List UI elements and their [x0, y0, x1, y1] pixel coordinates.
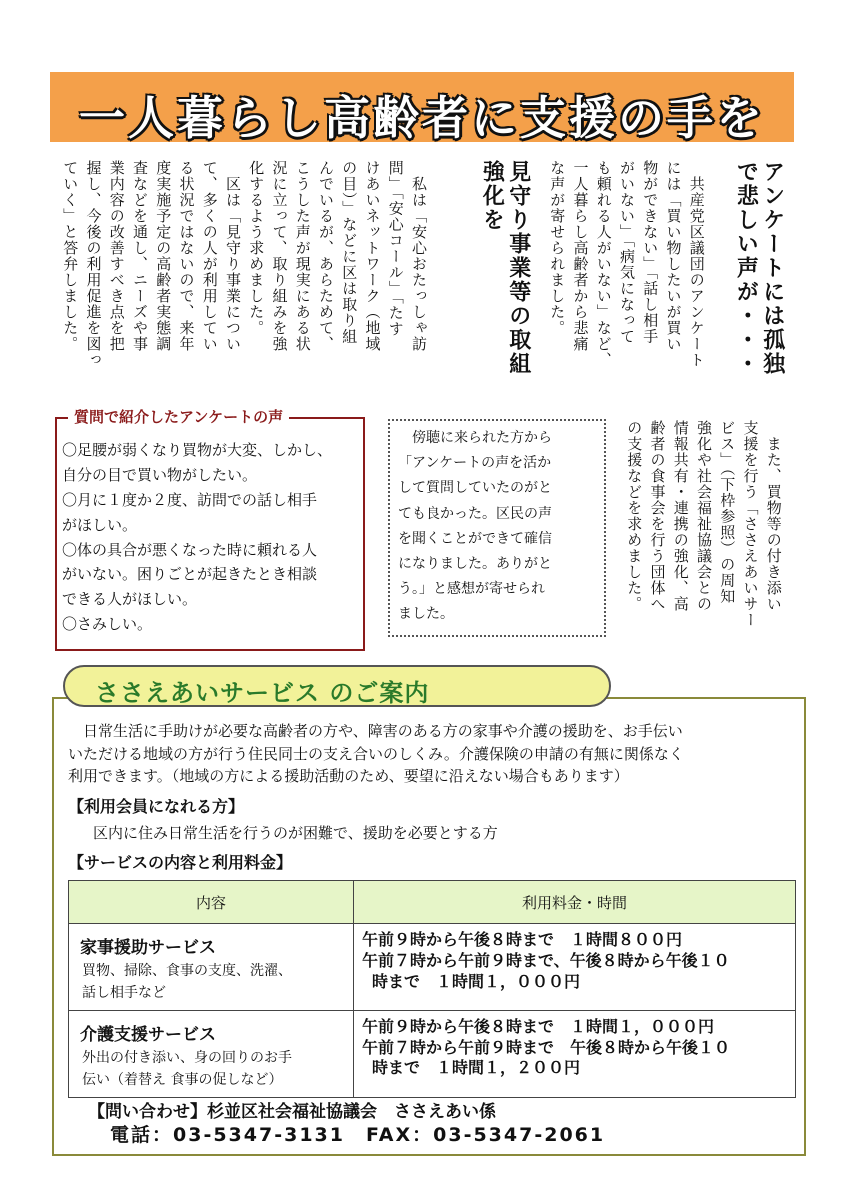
column-line: けあいネットワーク（地域: [363, 160, 382, 352]
quote-item: 自分の目で買い物がしたい。: [62, 465, 258, 484]
intro-line: 日常生活に手助けが必要な高齢者の方や、障害のある方の家事や介護の援助を、お手伝い: [68, 722, 683, 740]
feedback-line: して質問していたのがと: [398, 480, 552, 497]
intro-line: いただける地域の方が行う住民同士の支え合いのしくみ。介護保険の申請の有無に関係なく: [68, 744, 684, 763]
service-name: 介護支援サービス: [80, 1024, 216, 1045]
table-header-row: [69, 881, 796, 924]
column-line: また、買物等の付き添い: [764, 420, 783, 612]
quote-item: できる人がほしい。: [62, 590, 198, 609]
column-line: 私は「安心おたっしゃ訪: [410, 160, 428, 352]
quote-item: 〇さみしい。: [62, 615, 153, 634]
column-line: 握し、今後の利用促進を図っ: [84, 160, 103, 368]
column-line: がいない」「病気になって: [618, 160, 636, 345]
column-line: 問」「安心コール」「たす: [386, 160, 405, 337]
service-title-tab: [63, 665, 611, 707]
quote-item: がいない。困りごとが起きたとき相談: [62, 565, 318, 584]
description-line: 話し相手など: [82, 985, 166, 1002]
title-banner: [50, 72, 794, 145]
column-line: な声が寄せられました。: [548, 160, 567, 336]
column-line: こうした声が現実にある状: [293, 160, 312, 352]
service-price-cell: [354, 924, 796, 1011]
quote-item: がほしい。: [62, 515, 138, 534]
column-line: 区は「見守り事業につい: [224, 160, 242, 352]
table-row: [69, 924, 796, 1011]
column-line: 情報共有・連携の強化、高: [671, 420, 690, 612]
price-line: 午前９時から午後８時まで １時間１，０００円: [362, 1016, 715, 1036]
feedback-text: [398, 426, 603, 628]
feedback-line: を聞くことができて確信: [398, 530, 552, 547]
article-column-2: [58, 160, 430, 410]
article-heading-2-line: 見守り事業等の取組: [505, 160, 531, 376]
feedback-line: ました。: [398, 606, 454, 623]
description-line: 買物、掃除、食事の支度、洗濯、: [82, 963, 292, 979]
service-description: [82, 960, 352, 1005]
article-column-3: [622, 420, 785, 660]
description-line: 外出の付き添い、身の回りのお手: [82, 1049, 292, 1066]
price-line: 時まで １時間１，０００円: [372, 971, 581, 991]
column-line: 強化や社会福祉協議会との: [695, 420, 713, 612]
quote-item: 〇月に１度か２度、訪問での話し相手: [62, 490, 318, 509]
price-line: 時まで １時間１，２００円: [372, 1058, 581, 1078]
service-content-cell: [69, 1010, 354, 1097]
price-line: 午前７時から午前９時まで、午後８時から午後１０: [362, 950, 730, 970]
column-line: る状況ではないので、来年: [177, 160, 196, 352]
feedback-line: になりました。ありがと: [398, 555, 552, 572]
price-line: 午前７時から午前９時まで 午後８時から午後１０: [362, 1037, 731, 1057]
column-line: んでいるが、あらためて、: [317, 160, 335, 352]
survey-quotes-title: 質問で紹介したアンケートの声: [68, 406, 289, 427]
feedback-line: 「アンケートの声を活か: [398, 455, 552, 472]
article-column-1: [545, 160, 708, 410]
table-row: [69, 1010, 796, 1097]
article-heading-2: [478, 160, 531, 410]
members-text: 区内に住み日常生活を行うのが困難で、援助を必要とする方: [78, 824, 498, 842]
price-line: 午前９時から午後８時まで １時間８００円: [362, 930, 683, 949]
table-header-content: 内容: [69, 881, 354, 924]
article-heading-1-line: で悲しい声が・・・: [733, 160, 759, 376]
column-line: の支援などを求めました。: [625, 420, 644, 612]
feedback-line: う。」と感想が寄せられ: [398, 581, 545, 598]
service-intro: [68, 720, 798, 788]
column-line: には「買い物したいが買い: [664, 160, 683, 352]
feedback-line: 傍聴に来られた方から: [398, 430, 552, 446]
column-line: 業内容の改善すべき点を把: [107, 160, 126, 352]
column-line: 査などを通し、ニーズや事: [131, 160, 149, 352]
service-price-cell: [354, 1010, 796, 1097]
column-line: の目）」などに区は取り組: [340, 160, 359, 345]
fees-heading: 【サービスの内容と利用料金】: [68, 853, 293, 872]
table-header-fee: 利用料金・時間: [354, 881, 796, 924]
intro-line: 利用できます。（地域の方による援助活動のため、要望に沿えない場合もあります）: [68, 767, 629, 785]
feedback-line: ても良かった。区民の声: [398, 505, 552, 522]
contact-organization: 【問い合わせ】杉並区社会福祉協議会 ささえあい係: [88, 1102, 496, 1122]
column-line: ビス」（下枠参照）の周知: [718, 420, 737, 605]
column-line: も頼れる人がいない」など、: [594, 160, 613, 368]
service-fee-table: [68, 880, 796, 1098]
page-title: 一人暮らし高齢者に支援の手を: [79, 91, 765, 145]
survey-quotes-list: [62, 438, 362, 637]
column-line: 一人暮らし高齢者から悲痛: [571, 160, 590, 352]
column-line: 況に立って、取り組みを強: [270, 160, 289, 352]
article-heading-2-line: 強化を: [479, 160, 505, 232]
members-heading: 【利用会員になれる方】: [68, 797, 245, 816]
contact-phone-fax: 電話：03-5347-3131 FAX：03-5347-2061: [110, 1124, 606, 1146]
quote-item: 〇足腰が弱くなり買物が大変、しかし、: [62, 441, 333, 459]
column-line: 化するよう求めました。: [247, 160, 266, 336]
column-line: 度実施予定の高齢者実態調: [154, 160, 173, 352]
column-line: て、多くの人が利用してい: [200, 160, 219, 352]
column-line: 齢者の食事会を行う団体へ: [648, 420, 667, 612]
service-description: [82, 1047, 352, 1092]
column-line: ていく」と答弁しました。: [61, 160, 80, 352]
article-heading-1: [732, 160, 785, 410]
service-content-cell: [69, 924, 354, 1011]
description-line: 伝い（着替え 食事の促しなど）: [82, 1072, 283, 1089]
column-line: 支援を行う「ささえあいサー: [741, 420, 760, 628]
quote-item: 〇体の具合が悪くなった時に頼れる人: [62, 540, 318, 559]
service-name: 家事援助サービス: [80, 938, 216, 958]
article-heading-1-line: アンケートには孤独: [759, 160, 785, 376]
column-line: 物ができない」「話し相手: [641, 160, 660, 345]
service-title: ささえあいサービス のご案内: [95, 679, 430, 707]
column-line: 共産党区議団のアンケート: [687, 160, 706, 368]
